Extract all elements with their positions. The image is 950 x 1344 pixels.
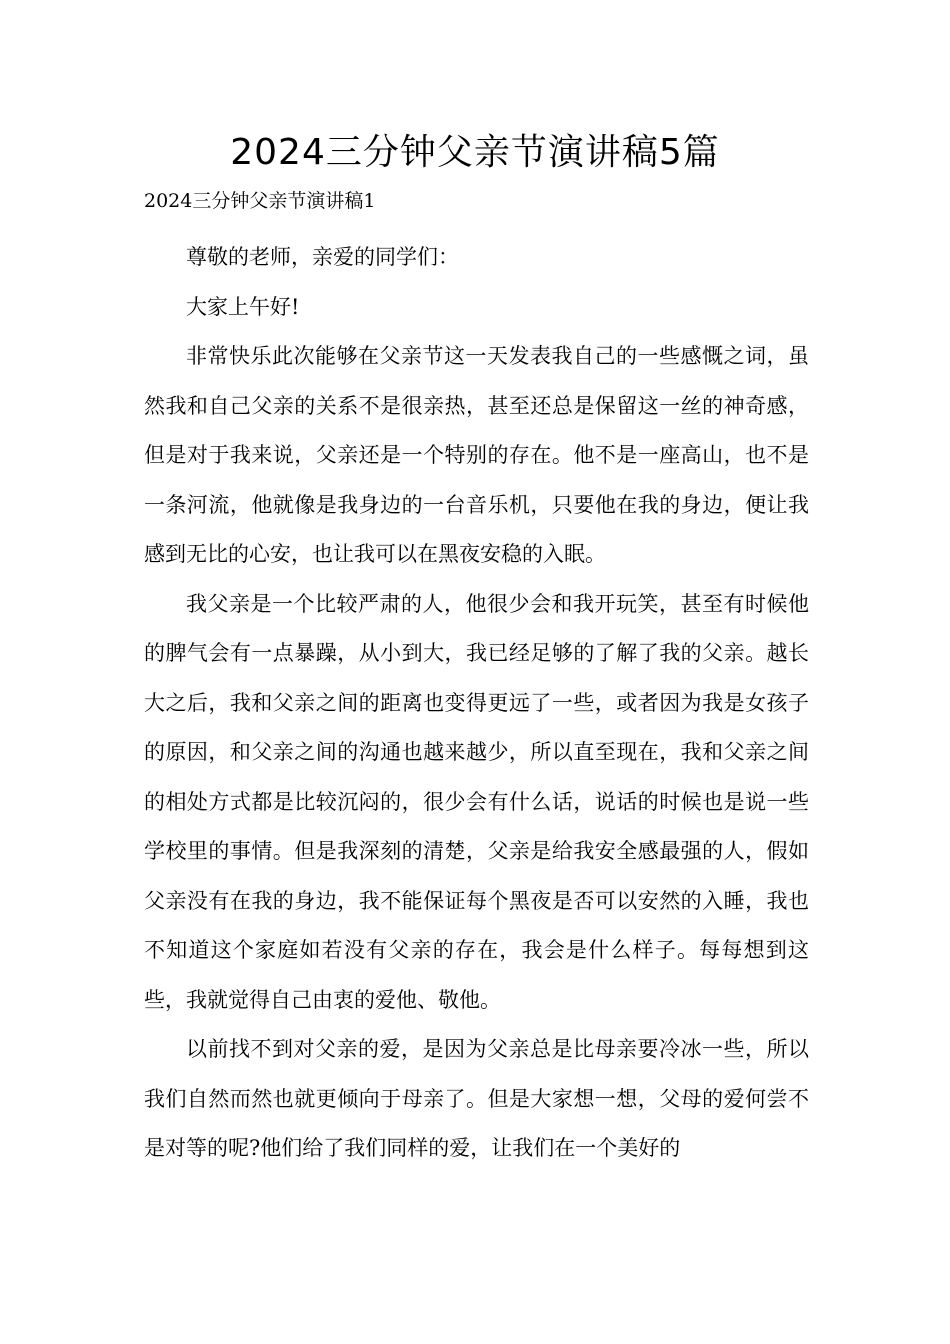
body-paragraph-1: 非常快乐此次能够在父亲节这一天发表我自己的一些感慨之词，虽然我和自己父亲的关系不是很亲热，甚至还总是保留这一丝的神奇感，但是对于我来说，父亲还是一个特别的存在。他不是一座高山，也不是一条河流，他就像是我身边的一台音乐机，只要他在我的身边，便让我感到无比的心安，也让我可以在黑夜安稳的入眠。 — [144, 344, 809, 566]
document-title: 2024三分钟父亲节演讲稿5篇 — [230, 132, 720, 173]
document-body — [144, 233, 809, 1174]
section-heading: 2024三分钟父亲节演讲稿1 — [144, 190, 376, 212]
greeting-paragraph: 大家上午好! — [186, 294, 300, 319]
salutation-paragraph: 尊敬的老师，亲爱的同学们： — [186, 245, 459, 269]
body-paragraph-3: 以前找不到对父亲的爱，是因为父亲总是比母亲要冷冰一些，所以我们自然而然也就更倾向于母亲了。但是大家想一想，父母的爱何尝不是对等的呢?他们给了我们同样的爱，让我们在一个美好的 — [144, 1037, 809, 1160]
body-paragraph-2: 我父亲是一个比较严肃的人，他很少会和我开玩笑，甚至有时候他的脾气会有一点暴躁，从小到大，我已经足够的了解了我的父亲。越长大之后，我和父亲之间的距离也变得更远了一些，或者因为我是女孩子的原因，和父亲之间的沟通也越来越少，所以直至现在，我和父亲之间的相处方式都是比较沉闷的，很少会有什么话，说话的时候也是说一些学校里的事情。但是我深刻的清楚，父亲是给我安全感最强的人，假如父亲没有在我的身边，我不能保证每个黑夜是否可以安然的入睡，我也不知道这个家庭如若没有父亲的存在，我会是什么样子。每每想到这些，我就觉得自己由衷的爱他、敬他。 — [144, 591, 809, 1012]
